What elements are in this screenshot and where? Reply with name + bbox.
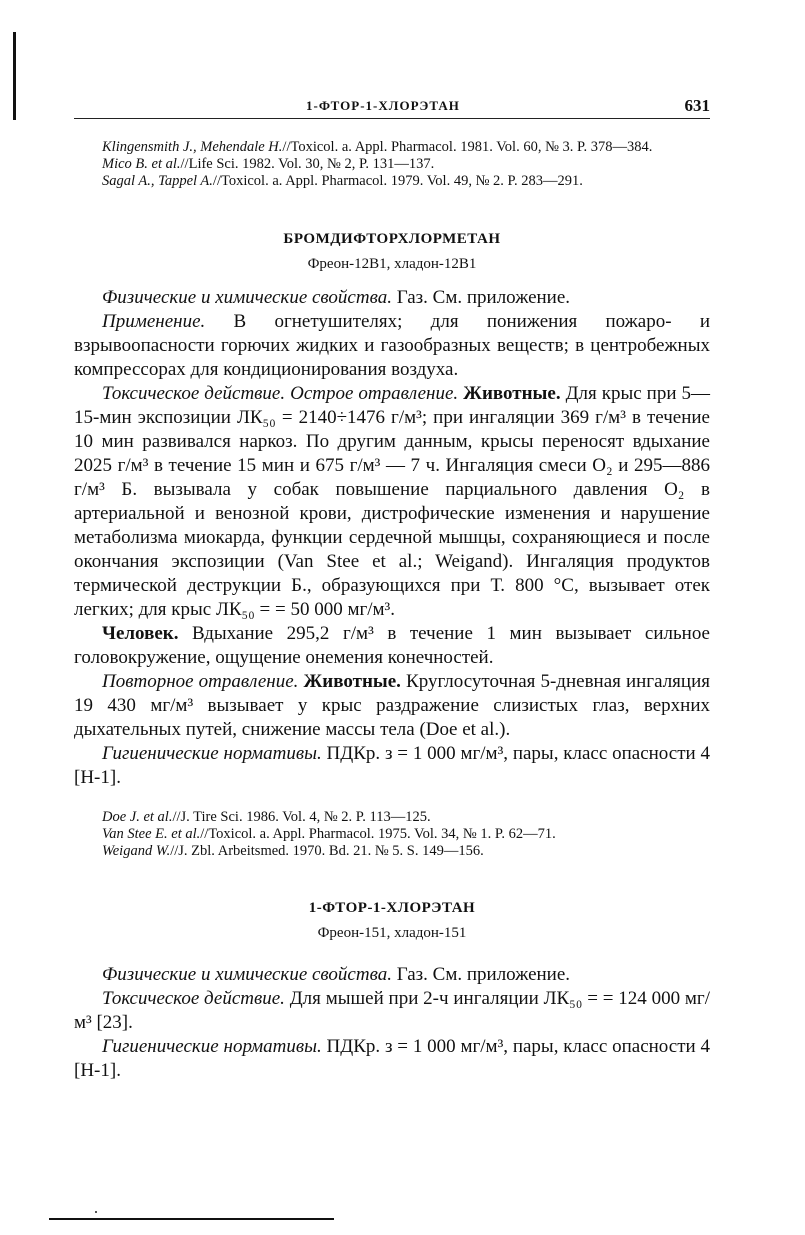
paragraph-human xyxy=(74,622,710,670)
header-rule xyxy=(74,118,710,119)
reference-source: //Life Sci. 1982. Vol. 30, № 2, P. 131—137. xyxy=(180,156,435,172)
paragraph-subject: Животные. xyxy=(458,383,561,404)
paragraph-text: Для мышей при 2-ч ингаляции ЛК₅₀ = = 124 000 мг/м³ [23]. xyxy=(74,988,710,1033)
scan-speck xyxy=(95,1211,97,1213)
paragraph-label: Применение. xyxy=(102,311,206,332)
paragraph-text: В огнетушителях; для понижения пожаро- и взрывоопасности горючих жидких и газообразных веществ; в центробежных компрессорах для кондиционирования воздуха. xyxy=(74,311,710,380)
reference-source: //Toxicol. a. Appl. Pharmacol. 1981. Vol. 60, № 3. P. 378—384. xyxy=(282,139,653,155)
reference xyxy=(74,156,710,173)
paragraph-label: Повторное отравление. xyxy=(102,671,299,692)
paragraph-subject: Человек. xyxy=(102,623,179,644)
reference-source: //Toxicol. a. Appl. Pharmacol. 1975. Vol. 34, № 1. P. 62—71. xyxy=(200,826,556,842)
paragraph-application xyxy=(74,310,710,382)
paragraph-label: Физические и химические свойства. xyxy=(102,964,392,985)
running-header xyxy=(74,96,710,120)
reference xyxy=(74,173,710,190)
section-title: 1-ФТОР-1-ХЛОРЭТАН xyxy=(308,900,476,916)
bottom-rule xyxy=(49,1218,334,1220)
section-title: БРОМДИФТОРХЛОРМЕТАН xyxy=(283,231,501,247)
paragraph-text: Газ. См. приложение. xyxy=(391,287,571,308)
reference xyxy=(74,809,710,826)
paragraph-label: Гигиенические нормативы. xyxy=(102,743,322,764)
reference xyxy=(74,139,710,156)
reference-source: //J. Tire Sci. 1986. Vol. 4, № 2. P. 113—125. xyxy=(172,809,431,825)
paragraph-text: ПДКр. з = 1 000 мг/м³, пары, класс опасности 4 [Н-1]. xyxy=(74,743,710,788)
paragraph-text: ПДКр. з = 1 000 мг/м³, пары, класс опасности 4 [Н-1]. xyxy=(74,1036,710,1081)
page-number: 631 xyxy=(684,96,710,115)
paragraph-text: Круглосуточная 5-дневная ингаляция 19 430 мг/м³ вызывает у крыс раздражение слизистых глаз, верхних дыхательных путей, снижение массы тела (Doe et al.). xyxy=(74,671,710,740)
paragraph-toxic xyxy=(74,987,710,1035)
paragraph-hygiene xyxy=(74,742,710,790)
references-top xyxy=(74,139,710,190)
paragraph-text: Газ. См. приложение. xyxy=(391,964,571,985)
reference xyxy=(74,826,710,843)
reference-authors: Mico B. et al. xyxy=(102,156,181,172)
paragraph-label: Физические и химические свойства. xyxy=(102,287,392,308)
paragraph-toxic-acute xyxy=(74,382,710,622)
section-subtitle: Фреон-151, хладон-151 xyxy=(317,925,467,941)
reference-authors: Doe J. et al. xyxy=(102,809,173,825)
running-title: 1-ФТОР-1-ХЛОРЭТАН xyxy=(306,98,460,113)
scan-margin-mark xyxy=(13,32,16,120)
reference-source: //J. Zbl. Arbeitsmed. 1970. Bd. 21. № 5. S. 149—156. xyxy=(170,843,484,859)
section-subtitle: Фреон-12В1, хладон-12В1 xyxy=(307,256,477,272)
reference-authors: Sagal A., Tappel A. xyxy=(102,173,213,189)
paragraph-properties xyxy=(74,286,710,310)
references-middle xyxy=(74,809,710,860)
paragraph-label: Токсическое действие. xyxy=(102,988,285,1009)
paragraph-properties xyxy=(74,963,710,987)
paragraph-label: Гигиенические нормативы. xyxy=(102,1036,322,1057)
reference xyxy=(74,843,710,860)
paragraph-subject: Животные. xyxy=(298,671,401,692)
paragraph-hygiene xyxy=(74,1035,710,1083)
paragraph-repeated xyxy=(74,670,710,742)
paragraph-label: Токсическое действие. Острое отравление. xyxy=(102,383,459,404)
reference-authors: Weigand W. xyxy=(102,843,171,859)
reference-authors: Van Stee E. et al. xyxy=(102,826,201,842)
paragraph-text: Для крыс при 5—15-мин экспозиции ЛК₅₀ = 2140÷1476 г/м³; при ингаляции 369 г/м³ в течение 10 мин развивался наркоз. По другим данным, крысы переносят вдыхание 2025 г/м³ в течение 15 мин и 675 г/м³ — 7 ч. Ингаляция смеси O₂ и 295—886 г/м³ Б. вызывала у собак повышение парциального давления O₂ в артериальной и венозной крови, дистрофические изменения и нарушение метаболизма миокарда, функции сердечной мышцы, сохраняющиеся и после окончания экспозиции (Van Stee et al.; Weigand). Ингаляция продуктов термической деструкции Б., образующихся при Т. 800 °С, вызывает отек легких; для крыс ЛК₅₀ = = 50 000 мг/м³. xyxy=(74,383,710,620)
reference-authors: Klingensmith J., Mehendale H. xyxy=(102,139,283,155)
page-content xyxy=(74,139,710,1083)
reference-source: //Toxicol. a. Appl. Pharmacol. 1979. Vol. 49, № 2. P. 283—291. xyxy=(212,173,583,189)
paragraph-text: Вдыхание 295,2 г/м³ в течение 1 мин вызывает сильное головокружение, ощущение онемения конечностей. xyxy=(74,623,710,668)
